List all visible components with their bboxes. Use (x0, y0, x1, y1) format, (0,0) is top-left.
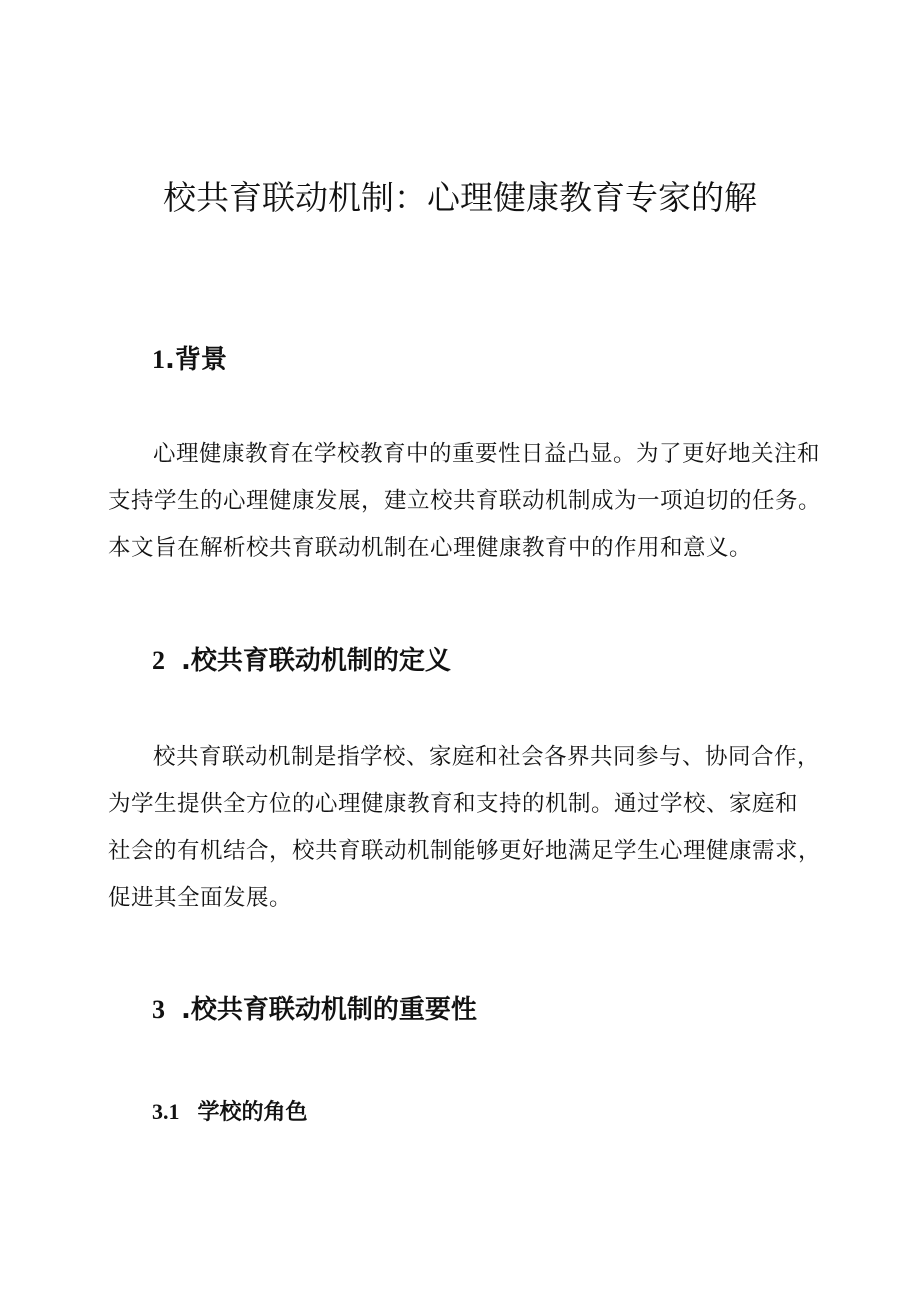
section-3-number: 3 (152, 995, 165, 1024)
paragraph-line: 支持学生的心理健康发展，建立校共育联动机制成为一项迫切的任务。 (108, 488, 822, 514)
section-2-paragraph (108, 734, 820, 922)
section-1-title: .背景 (165, 345, 227, 375)
section-2-heading (152, 641, 451, 681)
paragraph-line: 为学生提供全方位的心理健康教育和支持的机制。通过学校、家庭和 (108, 791, 799, 817)
paragraph-line: 社会的有机结合，校共育联动机制能够更好地满足学生心理健康需求， (108, 838, 822, 864)
section-1-heading (152, 340, 227, 380)
section-2-number: 2 (152, 646, 165, 675)
section-1-paragraph (108, 431, 820, 572)
section-2-title: .校共育联动机制的定义 (181, 646, 451, 676)
paragraph-line: 促进其全面发展。 (108, 885, 293, 911)
subsection-3-1-number: 3.1 (152, 1099, 180, 1124)
document-title: 校共育联动机制：心理健康教育专家的解 (163, 178, 757, 217)
paragraph-line: 校共育联动机制是指学校、家庭和社会各界共同参与、协同合作， (153, 744, 821, 770)
subsection-3-1-heading (152, 1095, 308, 1130)
section-3-title: .校共育联动机制的重要性 (181, 995, 477, 1025)
section-3-heading (152, 990, 477, 1030)
section-1-number: 1 (152, 345, 165, 374)
subsection-3-1-title: 学校的角色 (197, 1100, 308, 1125)
paragraph-line: 心理健康教育在学校教育中的重要性日益凸显。为了更好地关注和 (153, 441, 821, 467)
paragraph-line: 本文旨在解析校共育联动机制在心理健康教育中的作用和意义。 (108, 535, 753, 561)
